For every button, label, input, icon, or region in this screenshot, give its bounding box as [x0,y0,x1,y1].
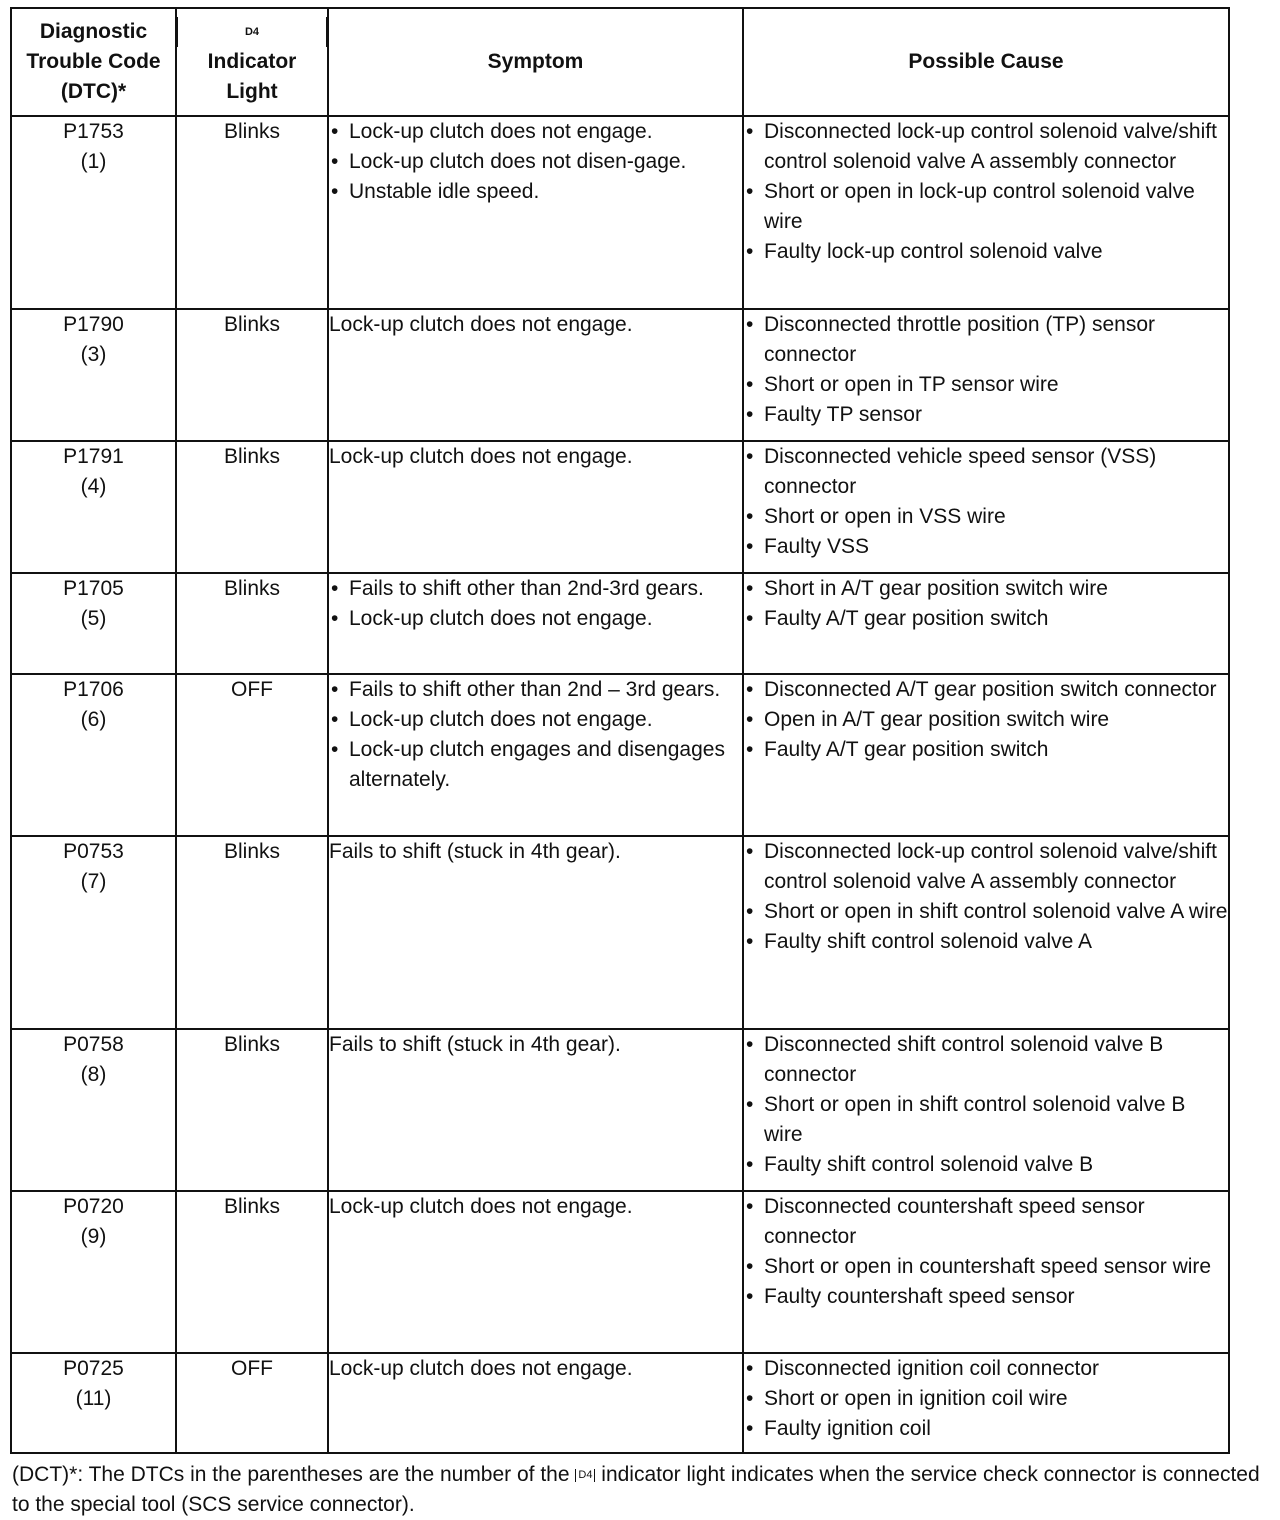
indicator-light-cell: Blinks [176,116,328,309]
possible-cause-cell [743,441,1229,573]
footnote-text-before: (DCT)*: The DTCs in the parentheses are the number of the [12,1463,576,1486]
cause-item: • Short or open in shift control solenoid valve A wire [744,897,1228,927]
cause-list [744,837,1228,957]
possible-cause-cell [743,674,1229,836]
dtc-blink-number: (5) [80,607,107,630]
header-light-line1: Indicator [207,50,297,73]
dtc-cell [11,674,176,836]
dtc-code: P0758 [63,1033,124,1056]
cause-item: • Disconnected countershaft speed sensor connector [744,1192,1228,1252]
indicator-light-cell: Blinks [176,441,328,573]
dtc-code: P1791 [63,445,124,468]
d4-icon: D4 [575,1469,595,1482]
cause-item: • Faulty shift control solenoid valve B [744,1150,1228,1180]
cause-item: • Short or open in lock-up control solenoid valve wire [744,177,1228,237]
dtc-code: P0753 [63,840,124,863]
indicator-light-cell: OFF [176,1353,328,1453]
dtc-blink-number: (11) [75,1387,112,1410]
symptom-item: • Lock-up clutch does not disen-gage. [329,147,742,177]
dtc-blink-number: (1) [80,150,107,173]
footnote-text-after: indicator light indicates when the service check connector is connected to the special tool (SCS service connector). [12,1463,1260,1516]
d4-icon: D4 [177,17,327,47]
symptom-cell [328,116,743,309]
symptom-text: Fails to shift (stuck in 4th gear). [329,840,621,863]
symptom-text: Fails to shift (stuck in 4th gear). [329,1033,621,1056]
dtc-blink-number: (8) [80,1063,107,1086]
symptom-list [329,574,742,634]
table-row [11,309,1229,441]
header-dtc-line1: Diagnostic [39,20,148,43]
cause-item: • Faulty lock-up control solenoid valve [744,237,1228,267]
dtc-cell [11,1029,176,1191]
cause-item: • Disconnected shift control solenoid valve B connector [744,1030,1228,1090]
symptom-item: • Unstable idle speed. [329,177,742,207]
possible-cause-cell [743,836,1229,1029]
dtc-blink-number: (7) [80,870,107,893]
cause-item: • Faulty VSS [744,532,1228,562]
symptom-item: • Lock-up clutch does not engage. [329,117,742,147]
dtc-blink-number: (4) [80,475,107,498]
possible-cause-cell [743,309,1229,441]
dtc-code: P1753 [63,120,124,143]
cause-list [744,1192,1228,1312]
cause-item: • Disconnected lock-up control solenoid valve/shift control solenoid valve A assembly connector [744,837,1228,897]
dtc-cell [11,116,176,309]
symptom-list [329,117,742,207]
dtc-blink-number: (6) [80,708,107,731]
cause-item: • Short or open in shift control solenoid valve B wire [744,1090,1228,1150]
table-body [11,116,1229,1453]
cause-item: • Short or open in ignition coil wire [744,1384,1228,1414]
cause-list [744,1030,1228,1180]
cause-item: • Disconnected vehicle speed sensor (VSS) connector [744,442,1228,502]
symptom-cell [328,674,743,836]
cause-list [744,675,1228,765]
dtc-cell [11,309,176,441]
dtc-code: P0720 [63,1195,124,1218]
cause-item: • Disconnected A/T gear position switch connector [744,675,1228,705]
possible-cause-cell [743,116,1229,309]
symptom-text: Lock-up clutch does not engage. [329,1357,633,1380]
indicator-light-cell: Blinks [176,309,328,441]
cause-item: • Disconnected throttle position (TP) sensor connector [744,310,1228,370]
dtc-code: P1706 [63,678,124,701]
table-row [11,1353,1229,1453]
cause-item: • Faulty TP sensor [744,400,1228,430]
symptom-item: • Fails to shift other than 2nd – 3rd gears. [329,675,742,705]
header-dtc-line2: Trouble Code [26,50,161,73]
dtc-table [10,7,1230,1454]
header-possible-cause: Possible Cause [743,8,1229,116]
cause-item: • Disconnected lock-up control solenoid valve/shift control solenoid valve A assembly connector [744,117,1228,177]
cause-item: • Open in A/T gear position switch wire [744,705,1228,735]
indicator-light-cell: Blinks [176,1191,328,1353]
table-row [11,836,1229,1029]
dtc-cell [11,573,176,674]
dtc-code: P1705 [63,577,124,600]
dtc-blink-number: (3) [80,343,107,366]
indicator-light-cell: Blinks [176,573,328,674]
cause-item: • Short or open in TP sensor wire [744,370,1228,400]
indicator-light-cell: Blinks [176,1029,328,1191]
header-indicator-light [176,8,328,116]
cause-item: • Short or open in VSS wire [744,502,1228,532]
table-row [11,674,1229,836]
table-row [11,441,1229,573]
dtc-cell [11,1191,176,1353]
table-header-row [11,8,1229,116]
cause-item: • Faulty shift control solenoid valve A [744,927,1228,957]
indicator-light-cell: OFF [176,674,328,836]
cause-item: • Disconnected ignition coil connector [744,1354,1228,1384]
symptom-item: • Fails to shift other than 2nd-3rd gears. [329,574,742,604]
dtc-cell [11,441,176,573]
indicator-light-cell: Blinks [176,836,328,1029]
possible-cause-cell [743,1029,1229,1191]
table-row [11,573,1229,674]
table-row [11,1191,1229,1353]
dtc-code: P0725 [63,1357,124,1380]
symptom-cell [328,573,743,674]
header-light-line2: Light [226,80,278,103]
cause-list [744,117,1228,267]
dtc-blink-number: (9) [80,1225,107,1248]
cause-item: • Short or open in countershaft speed sensor wire [744,1252,1228,1282]
symptom-item: • Lock-up clutch does not engage. [329,705,742,735]
symptom-item: • Lock-up clutch engages and disengages alternately. [329,735,742,795]
cause-item: • Short in A/T gear position switch wire [744,574,1228,604]
symptom-text: Lock-up clutch does not engage. [329,445,633,468]
possible-cause-cell [743,1353,1229,1453]
dtc-code: P1790 [63,313,124,336]
footnote [12,1460,1274,1520]
symptom-text: Lock-up clutch does not engage. [329,1195,633,1218]
symptom-cell [328,836,743,1029]
symptom-cell [328,309,743,441]
cause-list [744,1354,1228,1444]
cause-item: • Faulty A/T gear position switch [744,604,1228,634]
dtc-cell [11,836,176,1029]
cause-list [744,574,1228,634]
symptom-cell [328,1353,743,1453]
symptom-list [329,675,742,795]
header-dtc-line3: (DTC)* [60,80,127,103]
cause-list [744,310,1228,430]
dtc-cell [11,1353,176,1453]
cause-item: • Faulty countershaft speed sensor [744,1282,1228,1312]
symptom-cell [328,1029,743,1191]
header-dtc [11,8,176,116]
cause-item: • Faulty ignition coil [744,1414,1228,1444]
cause-list [744,442,1228,562]
symptom-item: • Lock-up clutch does not engage. [329,604,742,634]
header-symptom: Symptom [328,8,743,116]
symptom-cell [328,1191,743,1353]
cause-item: • Faulty A/T gear position switch [744,735,1228,765]
table-row [11,1029,1229,1191]
symptom-text: Lock-up clutch does not engage. [329,313,633,336]
table-row [11,116,1229,309]
possible-cause-cell [743,573,1229,674]
possible-cause-cell [743,1191,1229,1353]
symptom-cell [328,441,743,573]
